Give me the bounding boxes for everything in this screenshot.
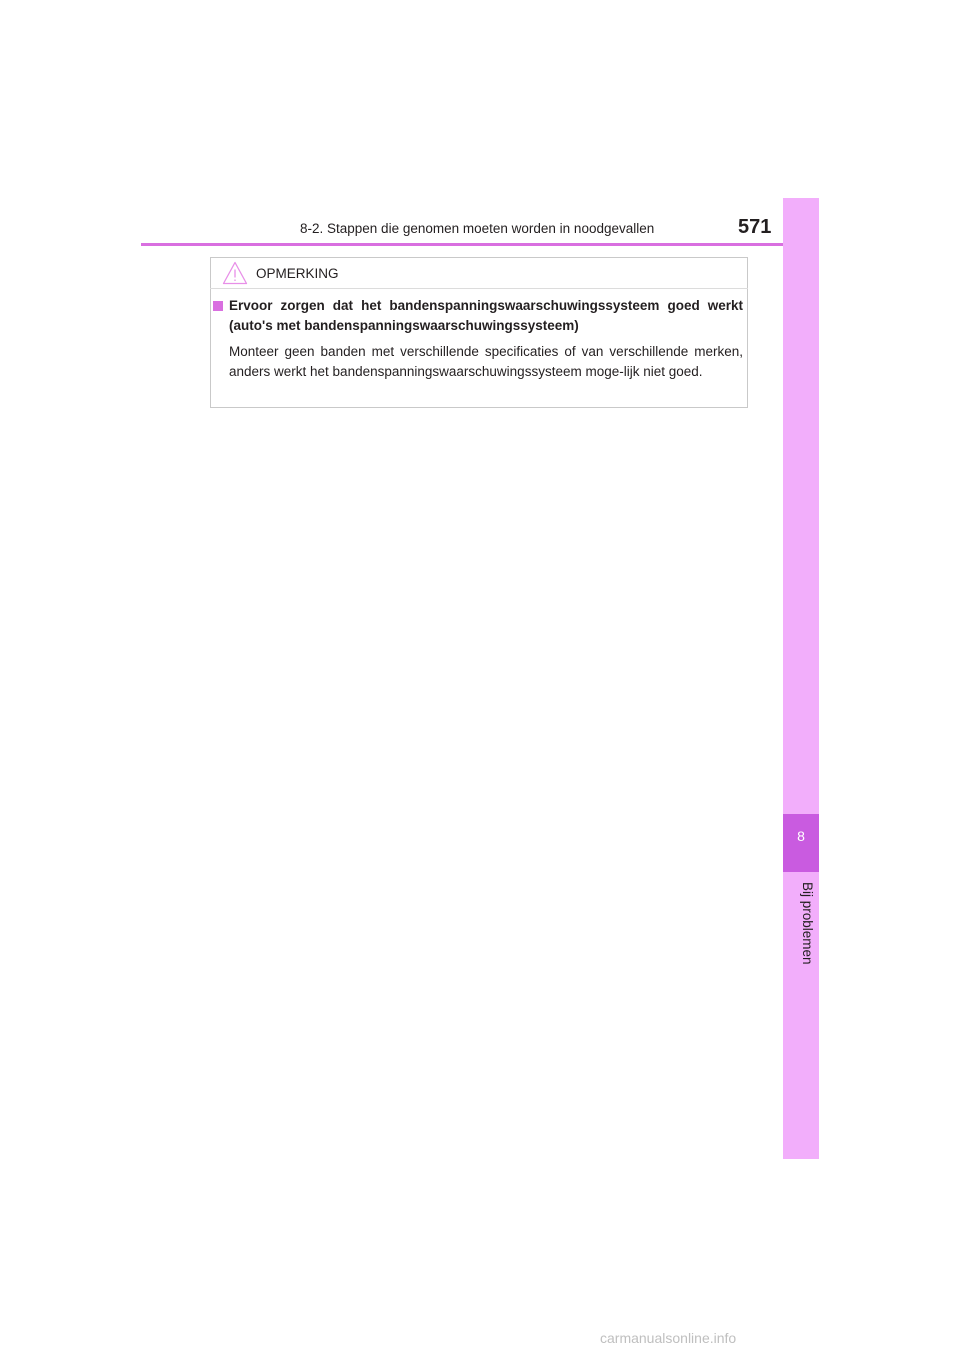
notice-title: OPMERKING <box>256 265 339 281</box>
footer-watermark: carmanualsonline.info <box>600 1330 737 1346</box>
notice-heading-text: Ervoor zorgen dat het bandenspanningswaarschuwingssysteem goed werkt (auto's met bandenspanningswaarschuwingssysteem) <box>229 298 743 333</box>
chapter-side-tab <box>783 198 819 1159</box>
header-rule <box>141 243 819 246</box>
section-title: 8-2. Stappen die genomen moeten worden in noodgevallen <box>300 221 655 236</box>
notice-divider <box>210 288 748 289</box>
page-number: 571 <box>738 216 772 238</box>
notice-body <box>212 296 743 382</box>
chapter-number: 8 <box>797 828 805 844</box>
chapter-label: Bij problemen <box>800 882 815 965</box>
warning-triangle-icon <box>222 261 248 285</box>
notice-heading <box>212 296 743 336</box>
square-bullet-icon <box>213 301 223 311</box>
notice-header <box>222 258 339 288</box>
notice-body-text: Monteer geen banden met verschillende specificaties of van verschillende merken, anders werkt het bandenspanningswaarschuwingssysteem moge-lijk niet goed. <box>229 344 743 379</box>
